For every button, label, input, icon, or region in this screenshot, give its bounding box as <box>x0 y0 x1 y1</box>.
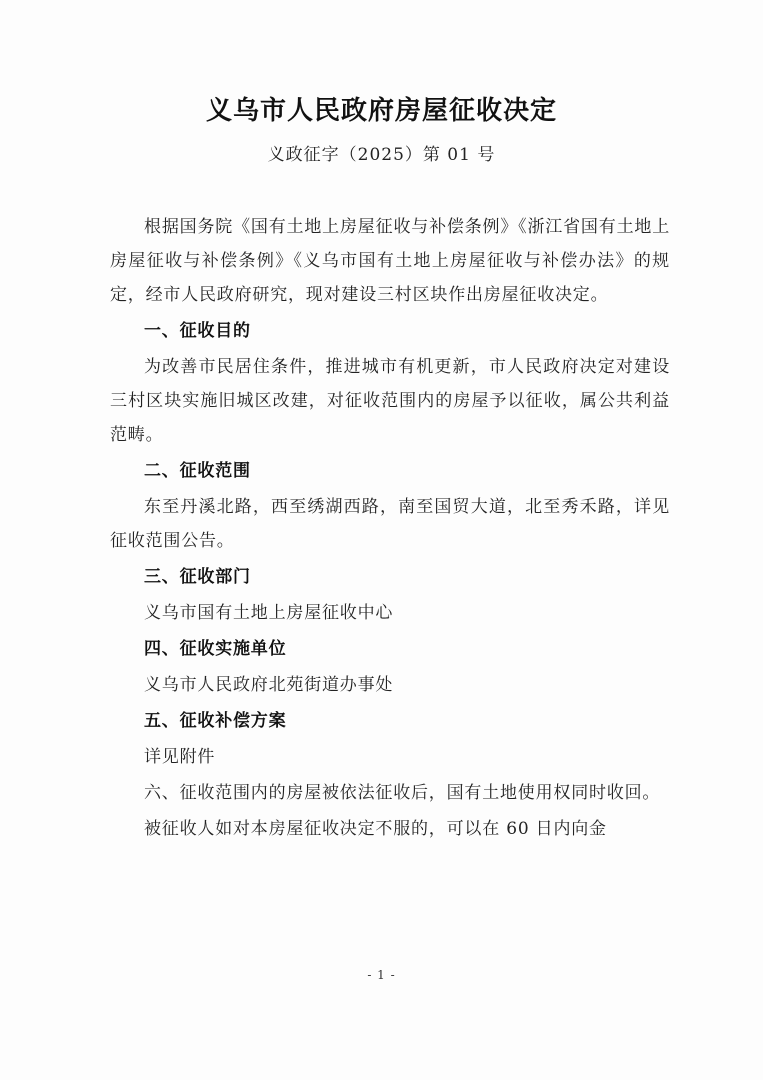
section-text-purpose: 为改善市民居住条件，推进城市有机更新，市人民政府决定对建设三村区块实施旧城区改建，对征收范围内的房屋予以征收，属公共利益范畴。 <box>110 357 670 445</box>
section-text-implementer: 义乌市人民政府北苑街道办事处 <box>144 675 394 695</box>
section-text-scope: 东至丹溪北路，西至绣湖西路，南至国贸大道，北至秀禾路，详见征收范围公告。 <box>110 497 670 551</box>
page-number: - 1 - <box>367 968 396 982</box>
closing-paragraph: 被征收人如对本房屋征收决定不服的，可以在 60 日内向金 <box>144 819 607 839</box>
section-heading-scope: 二、征收范围 <box>144 461 251 481</box>
intro-paragraph: 根据国务院《国有土地上房屋征收与补偿条例》《浙江省国有土地上房屋征收与补偿条例》《义乌市国有土地上房屋征收与补偿办法》的规定，经市人民政府研究，现对建设三村区块作出房屋征收决定。 <box>110 217 670 305</box>
document-number: 义政征字（2025）第 01 号 <box>267 145 496 165</box>
document-title: 义乌市人民政府房屋征收决定 <box>205 96 557 126</box>
item-six-paragraph: 六、征收范围内的房屋被依法征收后，国有土地使用权同时收回。 <box>144 783 661 803</box>
section-heading-compensation: 五、征收补偿方案 <box>144 711 287 731</box>
document-body <box>110 210 670 848</box>
section-text-compensation: 详见附件 <box>144 747 216 767</box>
section-heading-purpose: 一、征收目的 <box>144 321 251 341</box>
section-heading-implementer: 四、征收实施单位 <box>144 639 287 659</box>
section-heading-department: 三、征收部门 <box>144 567 251 587</box>
section-text-department: 义乌市国有土地上房屋征收中心 <box>144 603 394 623</box>
